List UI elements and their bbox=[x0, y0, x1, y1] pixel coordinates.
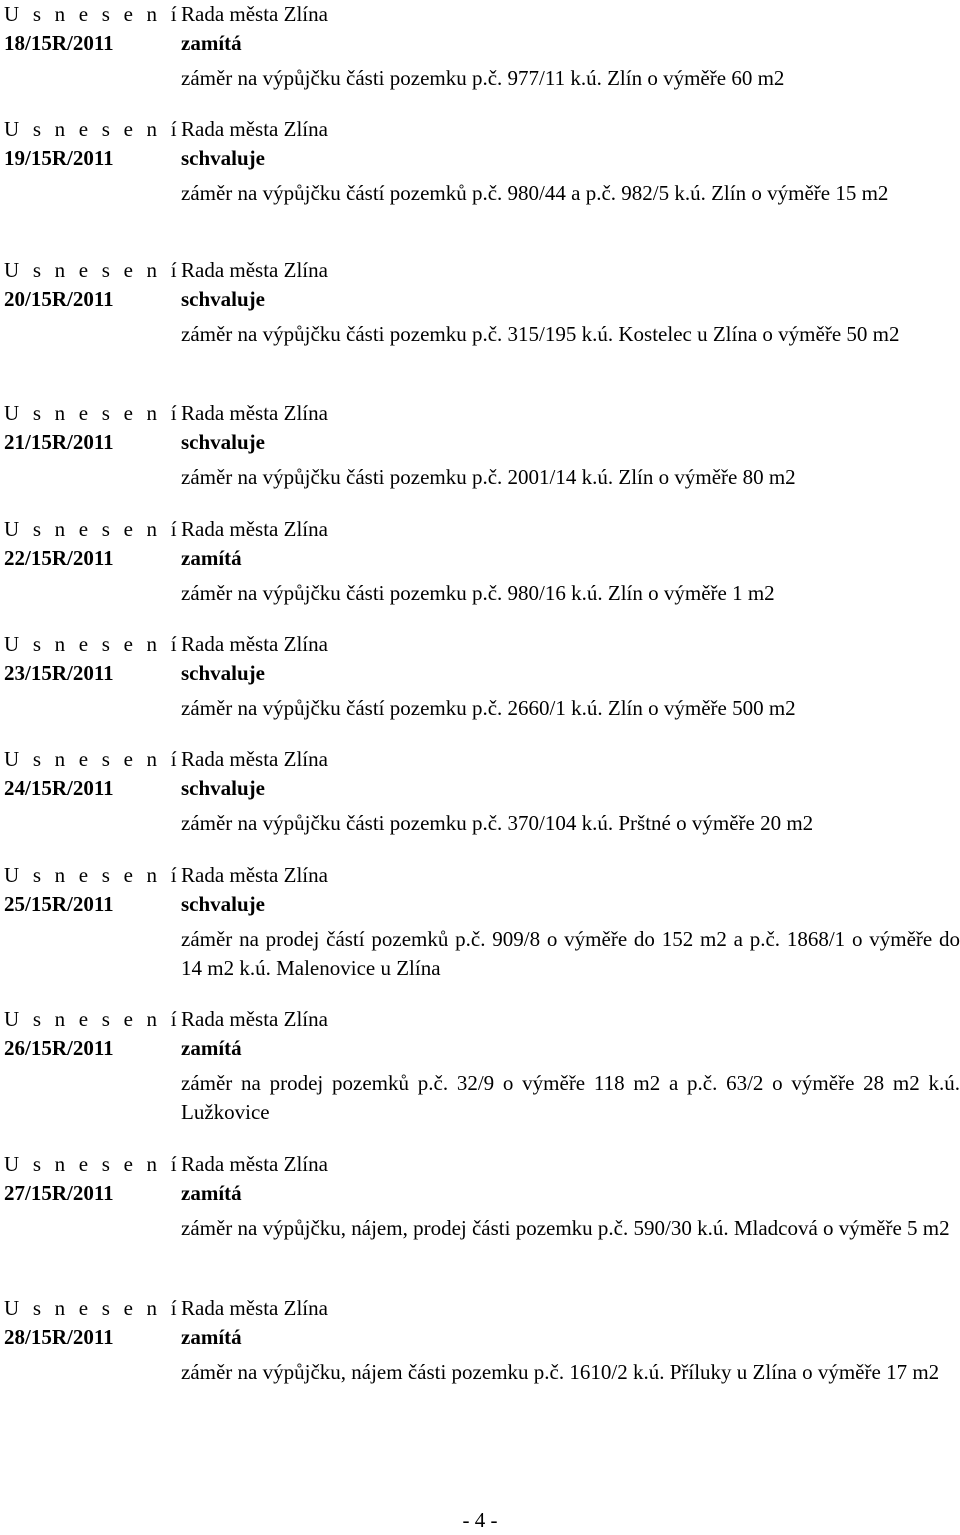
resolution-body bbox=[181, 115, 960, 208]
resolution-decision: schvaluje bbox=[181, 146, 265, 170]
resolution-number: 18/15R/2011 bbox=[4, 31, 114, 55]
resolution-authority: Rada města Zlína bbox=[181, 117, 328, 141]
resolution-number: 21/15R/2011 bbox=[4, 430, 114, 454]
resolution-id bbox=[4, 515, 181, 573]
resolution-body bbox=[181, 1005, 960, 1127]
resolution-body bbox=[181, 630, 960, 723]
resolution-decision: zamítá bbox=[181, 546, 242, 570]
resolution-authority: Rada města Zlína bbox=[181, 747, 328, 771]
resolution-authority: Rada města Zlína bbox=[181, 863, 328, 887]
resolution-decision: schvaluje bbox=[181, 661, 265, 685]
resolution-decision: zamítá bbox=[181, 1036, 242, 1060]
resolution-word: U s n e s e n í bbox=[4, 747, 181, 771]
resolution-text: záměr na výpůjčku části pozemku p.č. 370/104 k.ú. Prštné o výměře 20 m2 bbox=[181, 811, 814, 835]
resolution-decision: zamítá bbox=[181, 31, 242, 55]
resolution-word: U s n e s e n í bbox=[4, 258, 181, 282]
resolution-number: 20/15R/2011 bbox=[4, 287, 114, 311]
resolution-authority: Rada města Zlína bbox=[181, 258, 328, 282]
resolution-decision: schvaluje bbox=[181, 776, 265, 800]
resolution-number: 28/15R/2011 bbox=[4, 1325, 114, 1349]
resolution-text: záměr na výpůjčku, nájem, prodej části pozemku p.č. 590/30 k.ú. Mladcová o výměře 5 m2 bbox=[181, 1216, 950, 1240]
resolution-id bbox=[4, 399, 181, 457]
page-number: - 4 - bbox=[462, 1508, 498, 1532]
resolution-id bbox=[4, 0, 181, 58]
resolution-text: záměr na výpůjčku části pozemku p.č. 315/195 k.ú. Kostelec u Zlína o výměře 50 m2 bbox=[181, 322, 900, 346]
resolution-body bbox=[181, 256, 960, 349]
resolution-word: U s n e s e n í bbox=[4, 1007, 181, 1031]
resolution-body bbox=[181, 1150, 960, 1243]
resolution-id bbox=[4, 630, 181, 688]
resolution-word: U s n e s e n í bbox=[4, 2, 181, 26]
resolution-number: 19/15R/2011 bbox=[4, 146, 114, 170]
resolution-body bbox=[181, 1294, 960, 1387]
resolution-authority: Rada města Zlína bbox=[181, 2, 328, 26]
resolution-authority: Rada města Zlína bbox=[181, 517, 328, 541]
resolution-word: U s n e s e n í bbox=[4, 1296, 181, 1320]
resolution-id bbox=[4, 1150, 181, 1208]
resolution-word: U s n e s e n í bbox=[4, 632, 181, 656]
resolution-text: záměr na výpůjčku části pozemku p.č. 2001/14 k.ú. Zlín o výměře 80 m2 bbox=[181, 465, 796, 489]
resolution-number: 26/15R/2011 bbox=[4, 1036, 114, 1060]
resolution-authority: Rada města Zlína bbox=[181, 632, 328, 656]
resolution-number: 23/15R/2011 bbox=[4, 661, 114, 685]
resolution-text: záměr na výpůjčku částí pozemků p.č. 980/44 a p.č. 982/5 k.ú. Zlín o výměře 15 m2 bbox=[181, 181, 889, 205]
resolution-id bbox=[4, 861, 181, 919]
resolution-id bbox=[4, 256, 181, 314]
resolution-decision: zamítá bbox=[181, 1325, 242, 1349]
resolution-decision: schvaluje bbox=[181, 430, 265, 454]
resolution-text: záměr na výpůjčku části pozemku p.č. 977/11 k.ú. Zlín o výměře 60 m2 bbox=[181, 66, 785, 90]
resolution-word: U s n e s e n í bbox=[4, 401, 181, 425]
resolution-decision: schvaluje bbox=[181, 892, 265, 916]
resolution-decision: zamítá bbox=[181, 1181, 242, 1205]
resolution-authority: Rada města Zlína bbox=[181, 1152, 328, 1176]
resolution-body bbox=[181, 861, 960, 983]
resolution-text: záměr na výpůjčku části pozemku p.č. 980/16 k.ú. Zlín o výměře 1 m2 bbox=[181, 581, 775, 605]
resolution-id bbox=[4, 1294, 181, 1352]
resolution-number: 27/15R/2011 bbox=[4, 1181, 114, 1205]
resolution-word: U s n e s e n í bbox=[4, 117, 181, 141]
resolution-word: U s n e s e n í bbox=[4, 863, 181, 887]
resolution-body bbox=[181, 0, 960, 93]
resolution-word: U s n e s e n í bbox=[4, 517, 181, 541]
resolution-id bbox=[4, 745, 181, 803]
resolution-authority: Rada města Zlína bbox=[181, 1007, 328, 1031]
resolution-decision: schvaluje bbox=[181, 287, 265, 311]
resolution-authority: Rada města Zlína bbox=[181, 401, 328, 425]
resolution-number: 24/15R/2011 bbox=[4, 776, 114, 800]
resolution-number: 22/15R/2011 bbox=[4, 546, 114, 570]
resolution-id bbox=[4, 115, 181, 173]
resolution-number: 25/15R/2011 bbox=[4, 892, 114, 916]
resolution-text: záměr na výpůjčku částí pozemku p.č. 2660/1 k.ú. Zlín o výměře 500 m2 bbox=[181, 696, 796, 720]
resolution-body bbox=[181, 399, 960, 492]
resolution-authority: Rada města Zlína bbox=[181, 1296, 328, 1320]
resolution-text: záměr na prodej částí pozemků p.č. 909/8 o výměře do 152 m2 a p.č. 1868/1 o výměře do 14 m2 k.ú. Malenovice u Zlína bbox=[181, 927, 960, 980]
resolution-text: záměr na prodej pozemků p.č. 32/9 o výměře 118 m2 a p.č. 63/2 o výměře 28 m2 k.ú. Lužkovice bbox=[181, 1071, 960, 1124]
resolution-id bbox=[4, 1005, 181, 1063]
resolution-body bbox=[181, 515, 960, 608]
resolution-body bbox=[181, 745, 960, 838]
resolution-word: U s n e s e n í bbox=[4, 1152, 181, 1176]
resolution-text: záměr na výpůjčku, nájem části pozemku p.č. 1610/2 k.ú. Příluky u Zlína o výměře 17 m2 bbox=[181, 1360, 940, 1384]
